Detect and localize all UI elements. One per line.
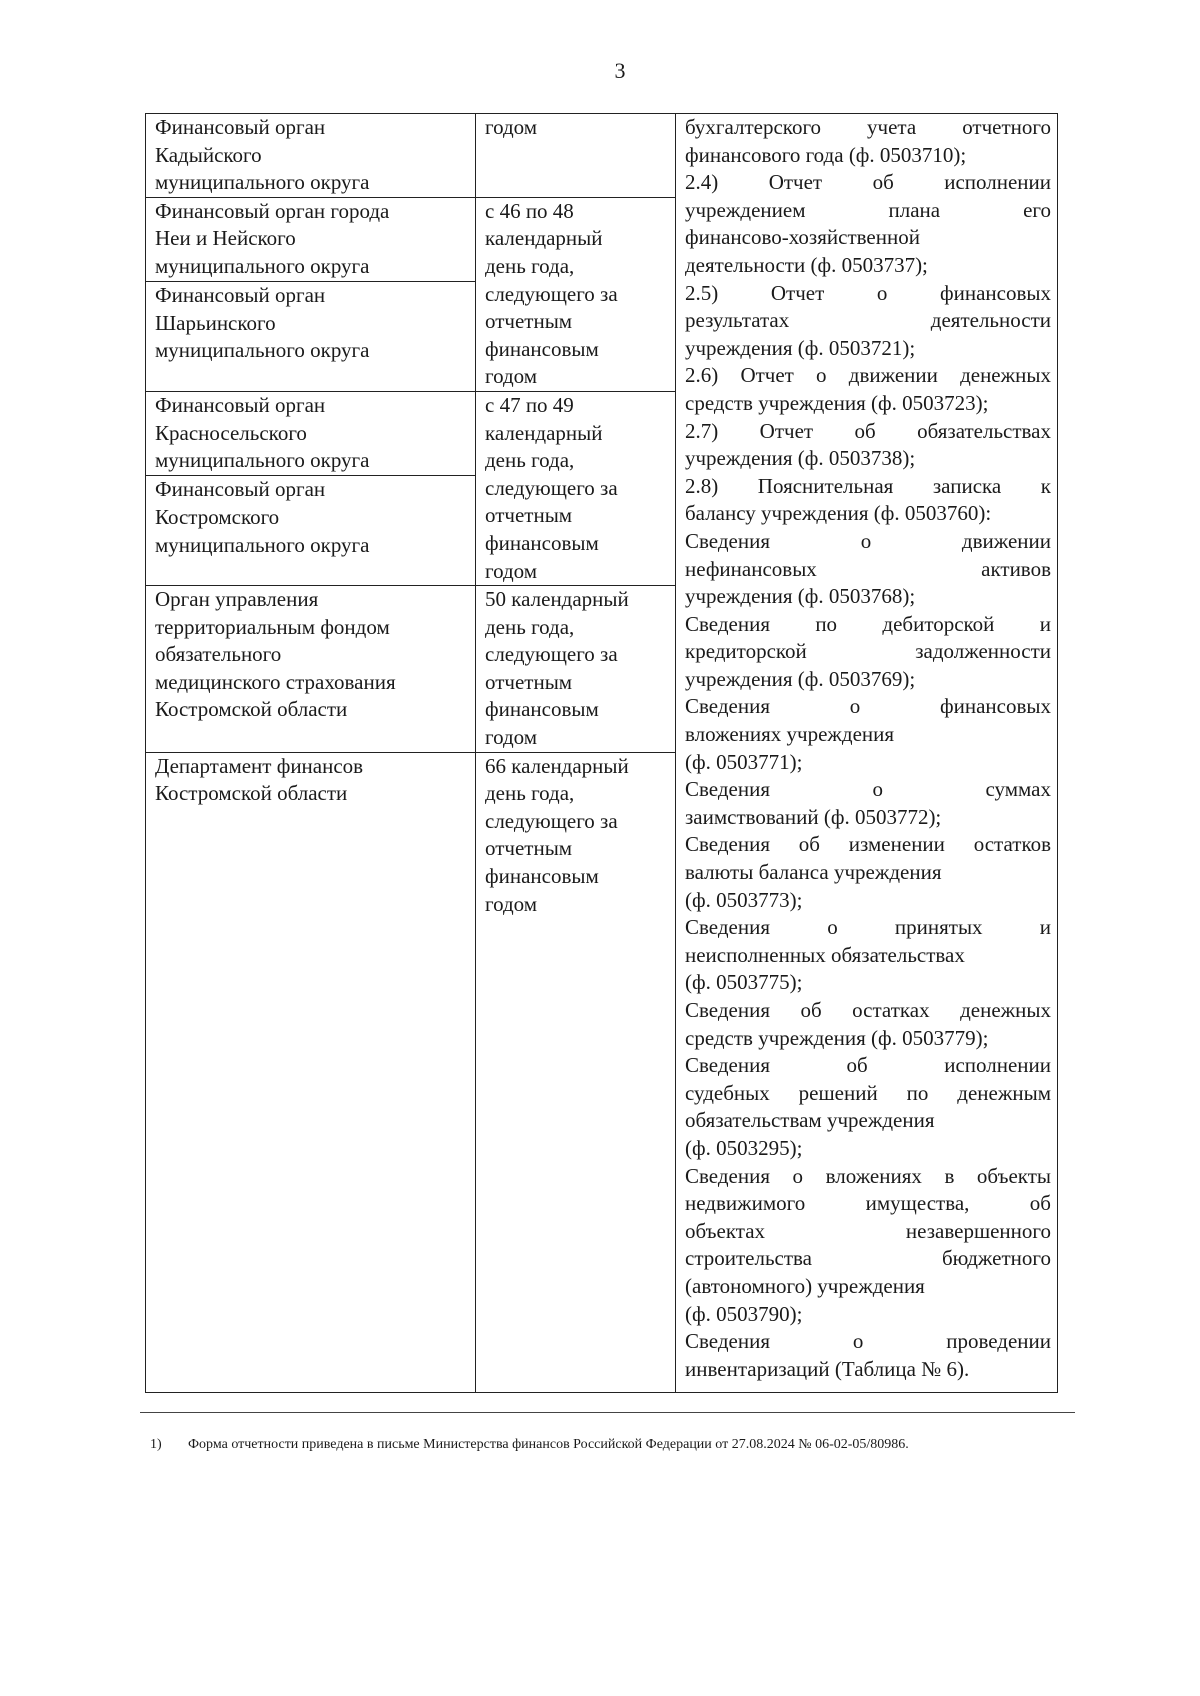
form-line: деятельности (ф. 0503737); bbox=[685, 252, 928, 277]
form-line: нефинансовых активов bbox=[685, 556, 1051, 581]
cell-line: следующего за bbox=[485, 475, 618, 500]
form-line: Сведения о принятых и bbox=[685, 915, 1051, 940]
form-line: средств учреждения (ф. 0503723); bbox=[685, 390, 989, 415]
form-line: 2.7) Отчет об обязательствах bbox=[685, 418, 1051, 443]
form-line: (ф. 0503771); bbox=[685, 749, 803, 774]
cell-line: 66 календарный bbox=[485, 753, 629, 778]
form-line: (ф. 0503773); bbox=[685, 887, 803, 912]
cell-line: территориальным фондом bbox=[155, 614, 390, 639]
cell-line: медицинского страхования bbox=[155, 669, 396, 694]
form-line: валюты баланса учреждения bbox=[685, 860, 942, 885]
form-line: финансового года (ф. 0503710); bbox=[685, 142, 967, 167]
page-number: 3 bbox=[614, 58, 626, 83]
cell-line: Финансовый орган города bbox=[155, 198, 390, 223]
cell-line: Финансовый орган bbox=[155, 283, 326, 308]
cell-line: годом bbox=[485, 891, 538, 916]
form-line: (автономного) учреждения bbox=[685, 1273, 925, 1298]
form-line: учреждения (ф. 0503738); bbox=[685, 446, 916, 471]
cell-line: обязательного bbox=[155, 642, 282, 667]
cell-line: муниципального округа bbox=[155, 253, 370, 278]
reporting-deadlines-table bbox=[145, 113, 1058, 1393]
cell-line: отчетным bbox=[485, 309, 573, 334]
cell-line: день года, bbox=[485, 781, 575, 806]
form-line: Сведения об остатках денежных bbox=[685, 998, 1051, 1022]
cell-line: годом bbox=[485, 558, 538, 583]
form-line: учреждения (ф. 0503721); bbox=[685, 335, 916, 360]
form-line: Сведения о проведении bbox=[685, 1329, 1051, 1354]
form-line: обязательствам учреждения bbox=[685, 1108, 935, 1133]
form-line: финансово-хозяйственной bbox=[685, 225, 920, 250]
form-line: учреждения (ф. 0503769); bbox=[685, 666, 916, 691]
cell-line: годом bbox=[485, 115, 538, 139]
cell-line: календарный bbox=[485, 226, 603, 251]
form-line: (ф. 0503295); bbox=[685, 1135, 803, 1160]
cell-line: отчетным bbox=[485, 503, 573, 528]
cell-line: финансовым bbox=[485, 336, 599, 361]
cell-line: Костромского bbox=[155, 504, 280, 529]
cell-line: следующего за bbox=[485, 281, 618, 306]
org-cell bbox=[146, 197, 476, 281]
cell-line: календарный bbox=[485, 420, 603, 445]
cell-line: годом bbox=[485, 725, 538, 750]
cell-line: с 46 по 48 bbox=[485, 198, 574, 223]
form-line: кредиторской задолженности bbox=[685, 639, 1051, 664]
cell-line: Департамент финансов bbox=[155, 753, 364, 778]
cell-line: отчетным bbox=[485, 836, 573, 861]
deadline-cell bbox=[476, 752, 676, 1392]
cell-line: Костромской области bbox=[155, 697, 348, 722]
form-line: бухгалтерского учета отчетного bbox=[685, 115, 1051, 139]
form-line: 2.8) Пояснительная записка к bbox=[685, 473, 1051, 498]
forms-cell bbox=[676, 114, 1058, 1393]
form-line: судебных решений по денежным bbox=[685, 1080, 1051, 1105]
cell-line: Кадыйского bbox=[155, 142, 262, 167]
form-line: Сведения о финансовых bbox=[685, 694, 1051, 719]
cell-line: следующего за bbox=[485, 642, 618, 667]
deadline-cell bbox=[476, 586, 676, 753]
cell-line: годом bbox=[485, 364, 538, 389]
org-cell bbox=[146, 391, 476, 475]
form-line: вложениях учреждения bbox=[685, 722, 895, 747]
form-line: Сведения о движении bbox=[685, 528, 1051, 553]
cell-line: Красносельского bbox=[155, 420, 307, 445]
form-line: Сведения по дебиторской и bbox=[685, 611, 1051, 636]
form-line: (ф. 0503775); bbox=[685, 970, 803, 995]
cell-line: с 47 по 49 bbox=[485, 392, 574, 417]
cell-line: финансовым bbox=[485, 697, 599, 722]
org-cell bbox=[146, 282, 476, 392]
cell-line: Орган управления bbox=[155, 587, 319, 612]
cell-line: финансовым bbox=[485, 864, 599, 889]
footnote-text: Форма отчетности приведена в письме Министерства финансов Российской Федерации от 27.08.2024 № 06-02-05/80986. bbox=[188, 1437, 909, 1452]
cell-line: день года, bbox=[485, 253, 575, 278]
cell-line: день года, bbox=[485, 614, 575, 639]
form-line: средств учреждения (ф. 0503779); bbox=[685, 1025, 989, 1050]
form-line: учреждения (ф. 0503768); bbox=[685, 584, 916, 609]
form-line: объектах незавершенного bbox=[685, 1218, 1051, 1243]
form-line: учреждением плана его bbox=[685, 197, 1051, 222]
deadline-cell bbox=[476, 114, 676, 198]
deadline-cell bbox=[476, 197, 676, 391]
form-line: заимствований (ф. 0503772); bbox=[685, 804, 942, 829]
cell-line: Финансовый орган bbox=[155, 477, 326, 502]
cell-line: муниципального округа bbox=[155, 170, 370, 195]
cell-line: финансовым bbox=[485, 530, 599, 555]
form-line: 2.5) Отчет о финансовых bbox=[685, 280, 1051, 305]
form-line: 2.4) Отчет об исполнении bbox=[685, 170, 1051, 195]
form-line: (ф. 0503790); bbox=[685, 1301, 803, 1326]
org-cell bbox=[146, 752, 476, 1392]
footnote-divider bbox=[140, 1412, 1075, 1413]
org-cell bbox=[146, 114, 476, 198]
footnote-mark: 1) bbox=[150, 1437, 162, 1452]
form-line: 2.6) Отчет о движении денежных bbox=[685, 363, 1051, 388]
cell-line: муниципального округа bbox=[155, 338, 370, 363]
form-line: инвентаризаций (Таблица № 6). bbox=[685, 1356, 970, 1381]
cell-line: муниципального округа bbox=[155, 532, 370, 557]
form-line: неисполненных обязательствах bbox=[685, 942, 965, 967]
cell-line: следующего за bbox=[485, 808, 618, 833]
cell-line: муниципального округа bbox=[155, 448, 370, 473]
cell-line: Неи и Нейского bbox=[155, 226, 296, 251]
form-line: Сведения об изменении остатков bbox=[685, 832, 1051, 857]
form-line: Сведения о суммах bbox=[685, 777, 1051, 802]
form-line: Сведения о вложениях в объекты bbox=[685, 1163, 1051, 1188]
cell-line: Финансовый орган bbox=[155, 392, 326, 417]
deadline-cell bbox=[476, 391, 676, 585]
cell-line: Финансовый орган bbox=[155, 115, 326, 139]
cell-line: отчетным bbox=[485, 669, 573, 694]
org-cell bbox=[146, 586, 476, 753]
org-cell bbox=[146, 476, 476, 586]
form-line: недвижимого имущества, об bbox=[685, 1191, 1051, 1216]
form-line: балансу учреждения (ф. 0503760): bbox=[685, 501, 992, 526]
form-line: Сведения об исполнении bbox=[685, 1053, 1051, 1078]
cell-line: Костромской области bbox=[155, 781, 348, 806]
form-line: строительства бюджетного bbox=[685, 1246, 1051, 1271]
footnote bbox=[150, 1436, 1080, 1454]
cell-line: Шарьинского bbox=[155, 310, 276, 335]
form-line: результатах деятельности bbox=[685, 308, 1051, 333]
cell-line: день года, bbox=[485, 448, 575, 473]
cell-line: 50 календарный bbox=[485, 587, 629, 612]
